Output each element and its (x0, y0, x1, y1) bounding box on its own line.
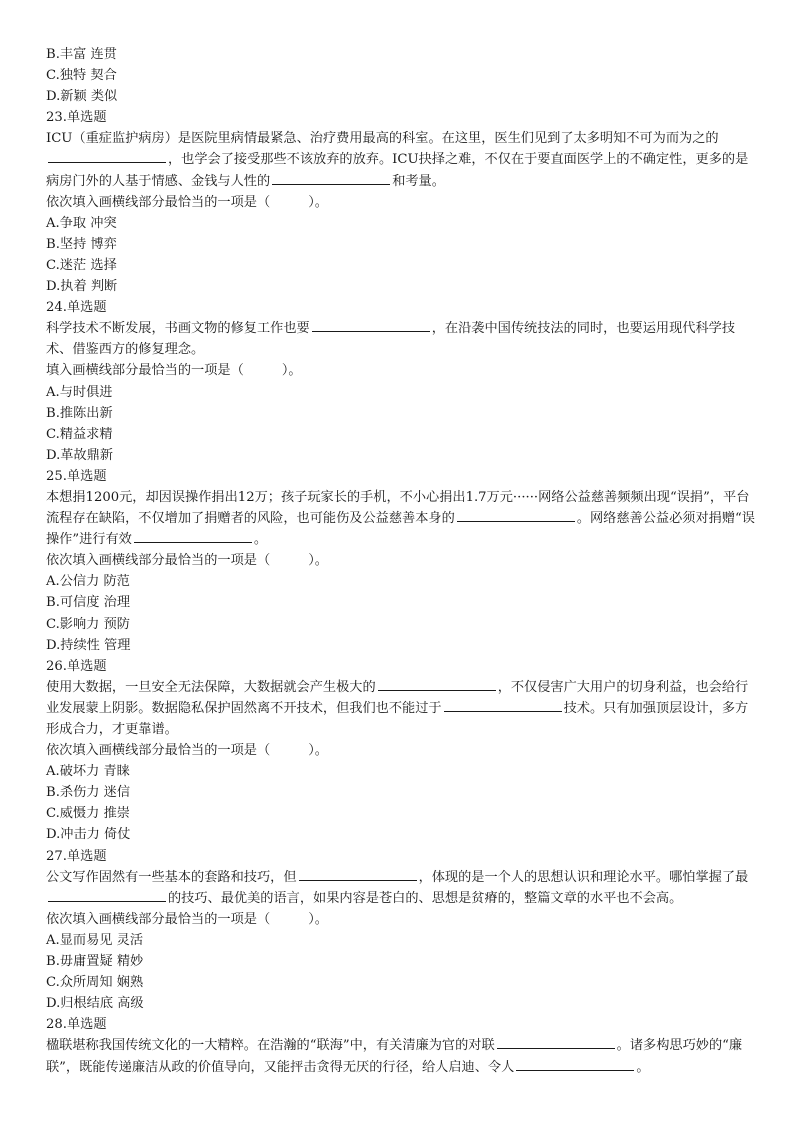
stem-text: ，体现的是一个人的思想认识和理论水平。哪怕掌握了最 (418, 869, 749, 885)
question-stem (46, 867, 758, 909)
option-b: B.杀伤力 迷信 (46, 785, 131, 801)
answer-blank (312, 319, 430, 332)
option-b: B.毋庸置疑 精妙 (46, 954, 144, 970)
answer-blank (516, 1058, 634, 1071)
prompt-text: ）。 (308, 553, 328, 569)
answer-blank (48, 150, 166, 163)
option-a: A.显而易见 灵活 (46, 932, 144, 948)
option-d: D.新颖 类似 (46, 89, 118, 105)
option-c: C.迷茫 选择 (46, 257, 117, 273)
prompt-text: ）。 (308, 743, 328, 759)
stem-text: 。 (253, 532, 268, 548)
question-header: 24.单选题 (46, 300, 107, 316)
stem-text: 。网络慈善公益必须对捐赠“误操作”进行有效 (46, 511, 755, 548)
option-c: C.独特 契合 (46, 68, 117, 84)
option-c: C.众所周知 娴熟 (46, 975, 144, 991)
question-prompt (46, 909, 758, 930)
option-d: D.冲击力 倚仗 (46, 827, 131, 843)
option-c: C.威慑力 推崇 (46, 806, 130, 822)
question-stem (46, 128, 758, 191)
option-a: A.破坏力 青睐 (46, 764, 130, 780)
stem-text: ，在沿袭中国传统技法的同时，也要运用现代科学技术、借鉴西方的修复理念。 (46, 321, 736, 358)
question-header: 23.单选题 (46, 110, 107, 126)
prompt-text: 填入画横线部分最恰当的一项是（ (46, 363, 244, 379)
option-b: B.可信度 治理 (46, 595, 131, 611)
answer-blank (497, 1036, 615, 1049)
option-b: B.丰富 连贯 (46, 47, 117, 62)
option-d: D.执着 判断 (46, 279, 118, 295)
stem-text: 。诸多构思巧妙的“廉联”，既能传递廉洁从政的价值导向，又能抨击贪得无厌的行径，给人启迪、令人 (46, 1038, 743, 1075)
question-stem (46, 1035, 758, 1077)
option-b: B.推陈出新 (46, 405, 113, 421)
stem-text: 公文写作固然有一些基本的套路和技巧，但 (46, 869, 297, 885)
stem-text: 的技巧、最优美的语言，如果内容是苍白的、思想是贫瘠的，整篇文章的水平也不会高。 (168, 890, 683, 906)
prompt-text: 依次填入画横线部分最恰当的一项是（ (46, 553, 271, 569)
stem-text: 。 (636, 1059, 650, 1075)
answer-blank (378, 678, 496, 691)
question-prompt (46, 360, 758, 381)
prompt-text: 依次填入画横线部分最恰当的一项是（ (46, 194, 271, 210)
stem-text: 科学技术不断发展，书画文物的修复工作也要 (46, 321, 310, 337)
question-prompt (46, 550, 758, 571)
prompt-text: ）。 (281, 363, 302, 379)
prompt-text: 依次填入画横线部分最恰当的一项是（ (46, 911, 271, 927)
answer-blank (457, 509, 575, 522)
option-a: A.公信力 防范 (46, 574, 130, 590)
option-d: D.归根结底 高级 (46, 996, 144, 1012)
option-a: A.与时俱进 (46, 384, 113, 400)
answer-blank (134, 530, 252, 543)
option-d: D.革故鼎新 (46, 447, 114, 463)
prompt-text: ）。 (308, 194, 328, 210)
stem-text: ，不仅侵害广大用户的切身利益，也会给行业发展蒙上阴影。数据隐私保护固然离不开技术，但我们也不能过于 (46, 679, 749, 716)
answer-blank (272, 172, 390, 185)
stem-text: 本想捐1200元，却因误操作捐出12万；孩子玩家长的手机，不小心捐出1.7万元······网络公益慈善频频出现“误捐”，平台流程存在缺陷，不仅增加了捐赠者的风险，也可能伤及公益慈善本身的 (46, 489, 750, 527)
question-prompt (46, 740, 758, 761)
stem-text: ICU（重症监护病房）是医院里病情最紧急、治疗费用最高的科室。在这里，医生们见到了太多明知不可为而为之的 (46, 131, 719, 147)
question-stem (46, 677, 758, 740)
question-header: 27.单选题 (46, 848, 107, 864)
question-header: 26.单选题 (46, 658, 107, 674)
prompt-text: ）。 (308, 911, 328, 927)
stem-text: 楹联堪称我国传统文化的一大精粹。在浩瀚的“联海”中，有关清廉为官的对联 (46, 1038, 495, 1054)
question-stem (46, 487, 758, 550)
option-d: D.持续性 管理 (46, 637, 131, 653)
question-prompt (46, 192, 758, 213)
option-a: A.争取 冲突 (46, 215, 117, 231)
prompt-text: 依次填入画横线部分最恰当的一项是（ (46, 743, 271, 759)
stem-text: 和考量。 (392, 173, 445, 189)
question-header: 25.单选题 (46, 468, 107, 484)
option-c: C.影响力 预防 (46, 616, 130, 632)
stem-text: ，也学会了接受那些不该放弃的放弃。ICU抉择之难，不仅在于要直面医学上的不确定性，更多的是病房门外的人基于情感、金钱与人性的 (46, 152, 749, 189)
option-b: B.坚持 博弈 (46, 236, 117, 252)
stem-text: 技术。只有加强顶层设计，多方形成合力，才更靠谱。 (46, 700, 749, 737)
question-header: 28.单选题 (46, 1017, 107, 1033)
exam-page (46, 44, 758, 1078)
answer-blank (299, 868, 417, 881)
answer-blank (48, 889, 166, 902)
stem-text: 使用大数据，一旦安全无法保障，大数据就会产生极大的 (46, 679, 376, 695)
answer-blank (444, 699, 562, 712)
question-stem (46, 318, 758, 360)
option-c: C.精益求精 (46, 426, 113, 442)
